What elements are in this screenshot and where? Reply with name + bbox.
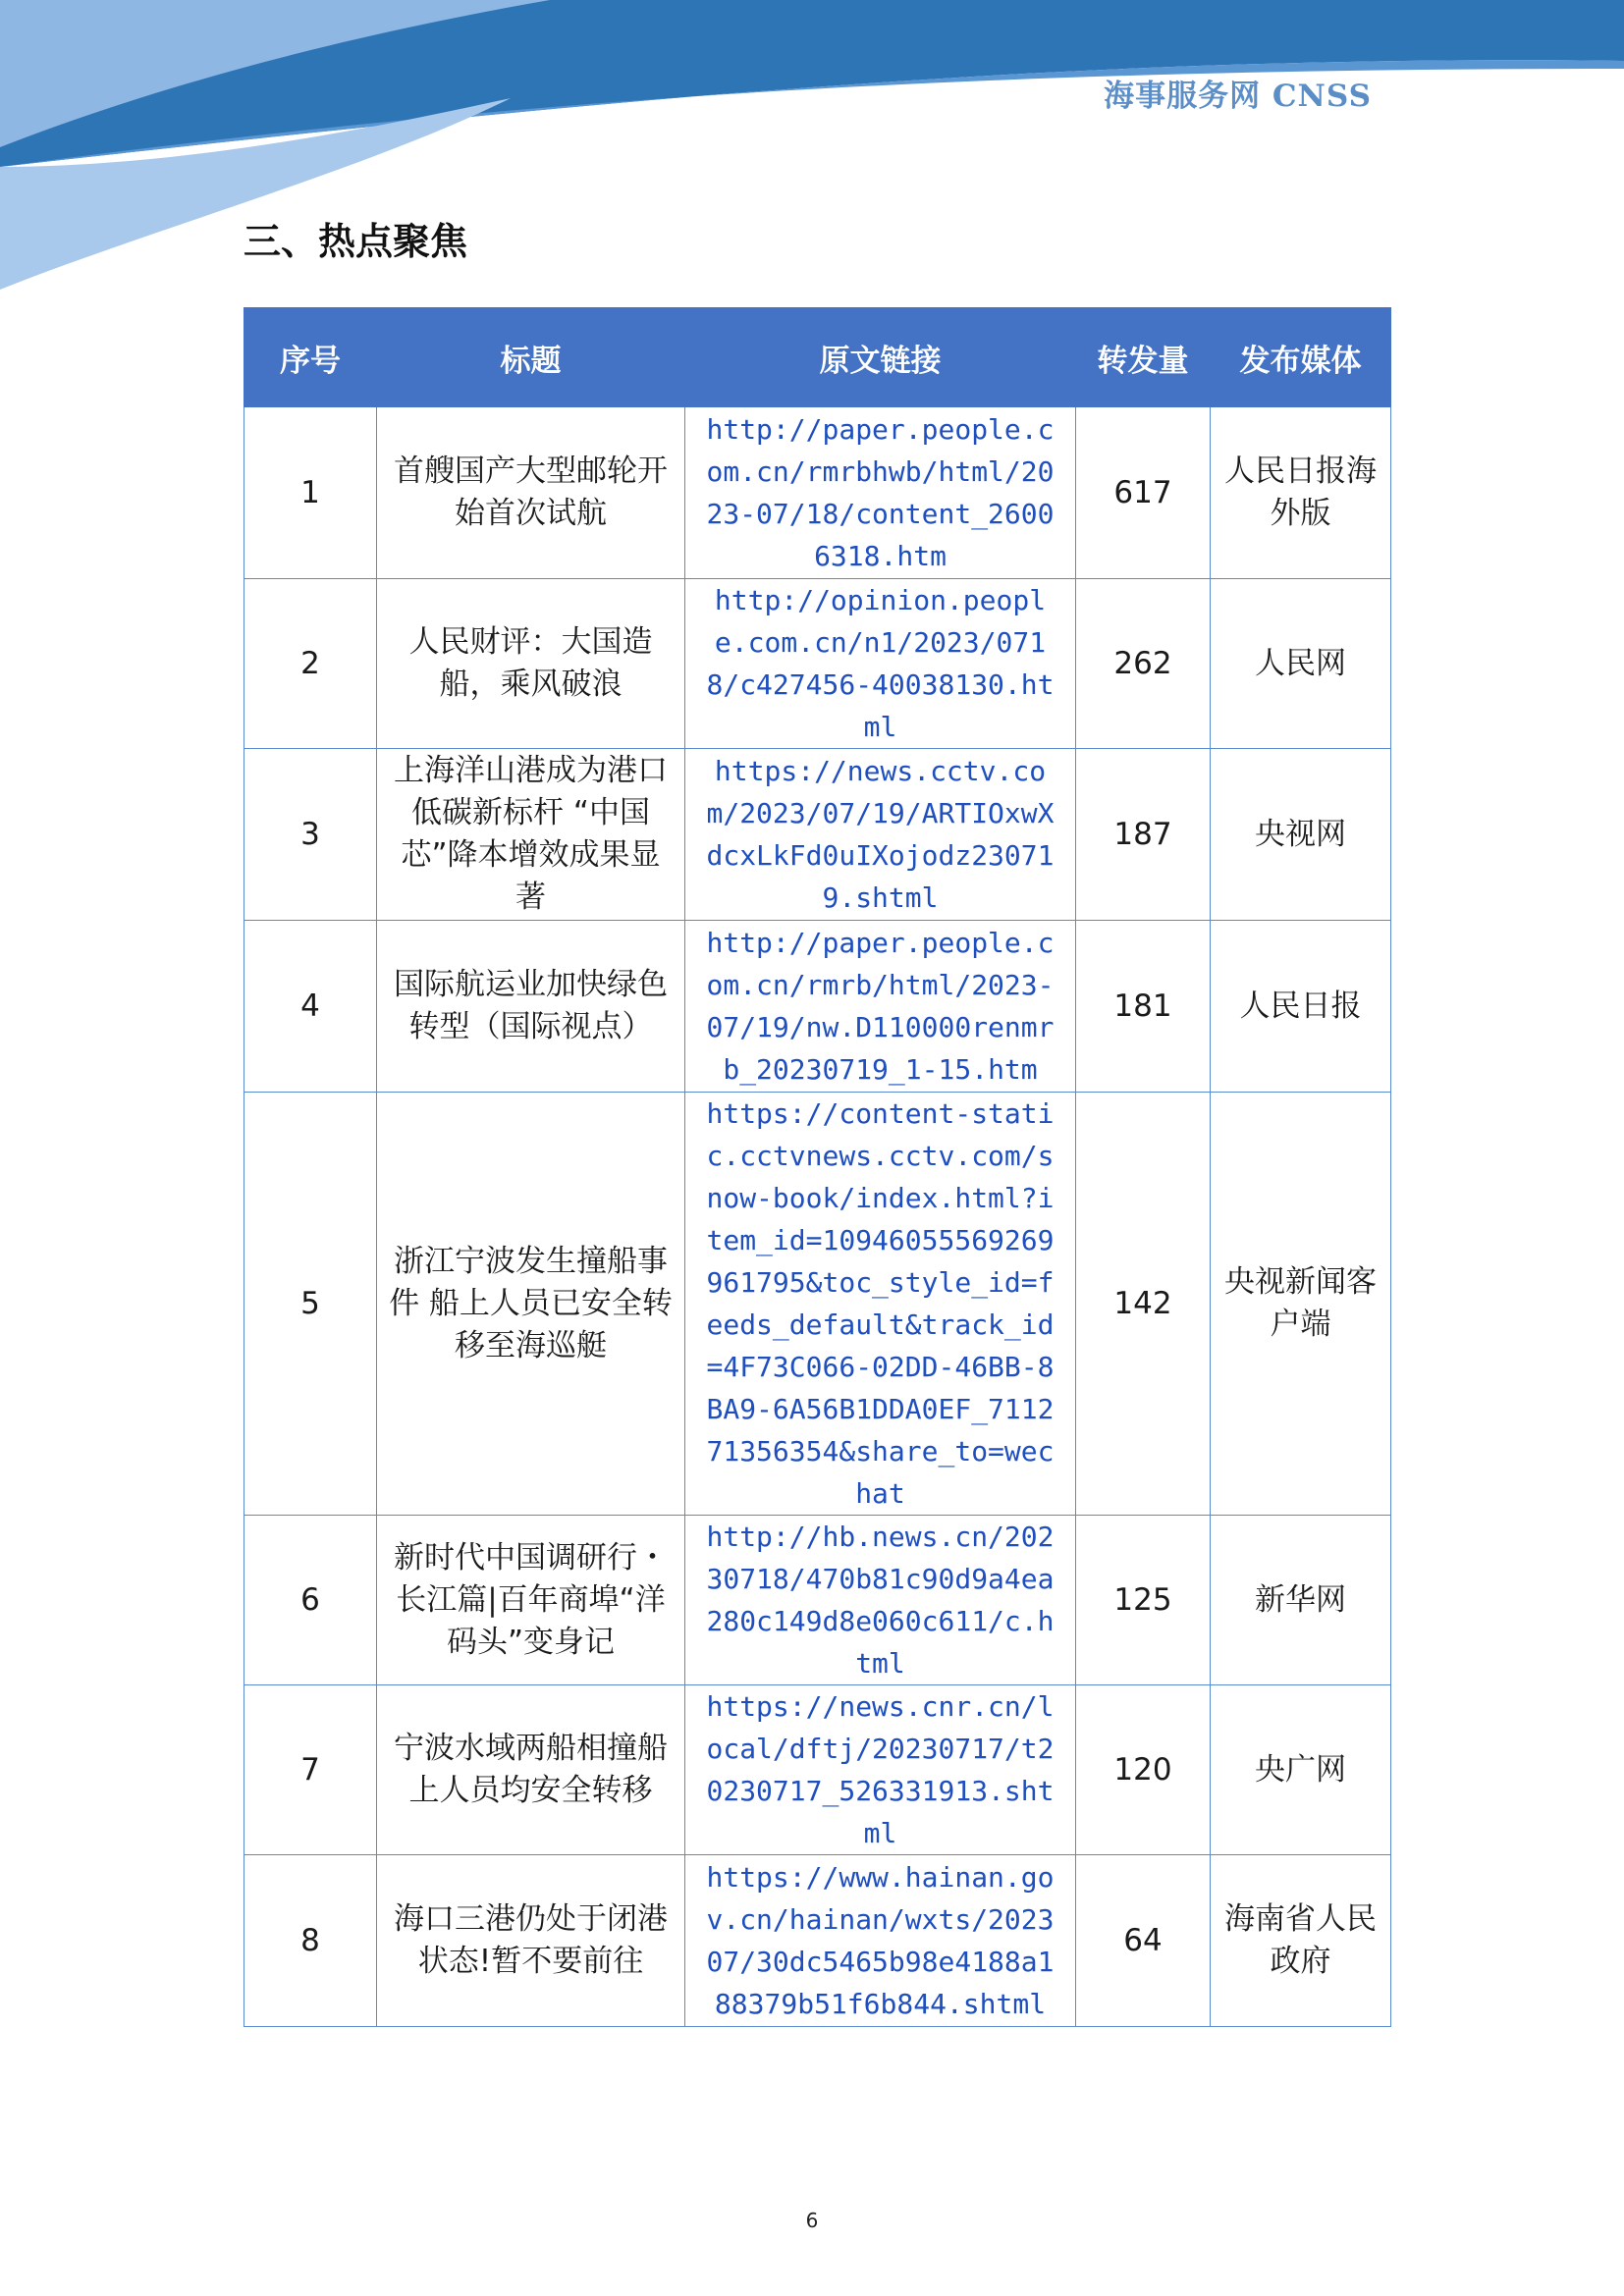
section-title: 三、热点聚焦 [244, 220, 468, 263]
row-count: 64 [1076, 1855, 1211, 2027]
row-title: 国际航运业加快绿色转型（国际视点） [377, 921, 685, 1093]
table-row [244, 407, 1391, 579]
row-title: 首艘国产大型邮轮开始首次试航 [377, 407, 685, 579]
header-link: 原文链接 [685, 308, 1076, 407]
row-media: 央广网 [1211, 1685, 1391, 1855]
table-row [244, 1093, 1391, 1516]
table-row [244, 749, 1391, 921]
table-row [244, 1855, 1391, 2027]
row-media: 海南省人民政府 [1211, 1855, 1391, 2027]
row-count: 125 [1076, 1516, 1211, 1685]
row-count: 142 [1076, 1093, 1211, 1516]
row-media: 人民网 [1211, 579, 1391, 749]
row-number: 7 [244, 1685, 377, 1855]
hot-topics-table [244, 307, 1391, 2027]
row-number: 6 [244, 1516, 377, 1685]
row-link[interactable]: https://news.cctv.com/2023/07/19/ARTIOxwXdcxLkFd0uIXojodz230719.shtml [685, 749, 1076, 921]
table-row [244, 921, 1391, 1093]
row-link[interactable]: https://content-static.cctvnews.cctv.com/snow-book/index.html?item_id=10946055569269961795&toc_style_id=feeds_default&track_id=4F73C066-02DD-46BB-8BA9-6A56B1DDA0EF_711271356354&share_to=wechat [685, 1093, 1076, 1516]
row-count: 262 [1076, 579, 1211, 749]
row-title: 人民财评：大国造船，乘风破浪 [377, 579, 685, 749]
row-number: 5 [244, 1093, 377, 1516]
row-count: 187 [1076, 749, 1211, 921]
row-number: 8 [244, 1855, 377, 2027]
row-media: 央视新闻客户端 [1211, 1093, 1391, 1516]
row-number: 2 [244, 579, 377, 749]
row-title: 上海洋山港成为港口低碳新标杆 “中国芯”降本增效成果显著 [377, 749, 685, 921]
row-link[interactable]: http://hb.news.cn/20230718/470b81c90d9a4ea280c149d8e060c611/c.html [685, 1516, 1076, 1685]
header-wave-decoration [0, 0, 1624, 314]
table-row [244, 579, 1391, 749]
row-link[interactable]: http://opinion.people.com.cn/n1/2023/0718/c427456-40038130.html [685, 579, 1076, 749]
table-row [244, 1685, 1391, 1855]
row-link[interactable]: http://paper.people.com.cn/rmrb/html/2023-07/19/nw.D110000renmrb_20230719_1-15.htm [685, 921, 1076, 1093]
row-title: 浙江宁波发生撞船事件 船上人员已安全转移至海巡艇 [377, 1093, 685, 1516]
header-count: 转发量 [1076, 308, 1211, 407]
header-no: 序号 [244, 308, 377, 407]
row-title: 海口三港仍处于闭港状态!暂不要前往 [377, 1855, 685, 2027]
row-link[interactable]: https://www.hainan.gov.cn/hainan/wxts/202307/30dc5465b98e4188a188379b51f6b844.shtml [685, 1855, 1076, 2027]
page-number: 6 [805, 2209, 819, 2232]
row-number: 1 [244, 407, 377, 579]
row-count: 120 [1076, 1685, 1211, 1855]
row-link[interactable]: https://news.cnr.cn/local/dftj/20230717/t20230717_526331913.shtml [685, 1685, 1076, 1855]
row-count: 617 [1076, 407, 1211, 579]
row-number: 3 [244, 749, 377, 921]
header-media: 发布媒体 [1211, 308, 1391, 407]
row-title: 宁波水域两船相撞船上人员均安全转移 [377, 1685, 685, 1855]
row-count: 181 [1076, 921, 1211, 1093]
row-title: 新时代中国调研行・长江篇|百年商埠“洋码头”变身记 [377, 1516, 685, 1685]
row-media: 央视网 [1211, 749, 1391, 921]
table-row [244, 1516, 1391, 1685]
row-number: 4 [244, 921, 377, 1093]
row-media: 人民日报海外版 [1211, 407, 1391, 579]
row-link[interactable]: http://paper.people.com.cn/rmrbhwb/html/2023-07/18/content_26006318.htm [685, 407, 1076, 579]
site-brand: 海事服务网 CNSS [1104, 79, 1372, 114]
table-header-row [244, 308, 1391, 407]
row-media: 人民日报 [1211, 921, 1391, 1093]
row-media: 新华网 [1211, 1516, 1391, 1685]
header-title: 标题 [377, 308, 685, 407]
